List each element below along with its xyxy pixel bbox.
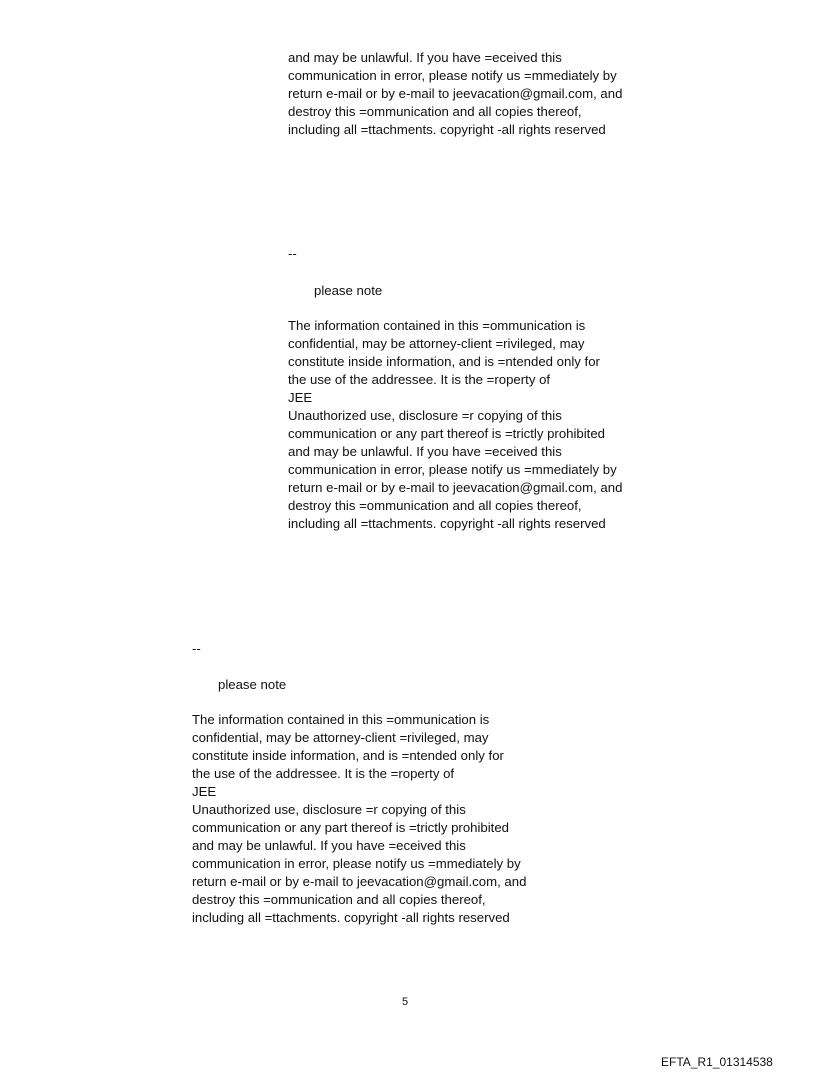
text-line: The information contained in this =ommunication is bbox=[288, 318, 586, 333]
text-line: JEE bbox=[288, 390, 313, 405]
text-line: and may be unlawful. If you have =eceived this bbox=[288, 50, 562, 65]
text-line: constitute inside information, and is =ntended only for bbox=[192, 748, 504, 763]
text-line: including all =ttachments. copyright -all rights reserved bbox=[288, 122, 606, 137]
text-line: including all =ttachments. copyright -all rights reserved bbox=[288, 516, 606, 531]
text-line: The information contained in this =ommunication is bbox=[192, 712, 490, 727]
text-line: the use of the addressee. It is the =roperty of bbox=[288, 372, 551, 387]
document-id: EFTA_R1_01314538 bbox=[661, 1055, 773, 1069]
text-line: Unauthorized use, disclosure =r copying of this bbox=[288, 408, 562, 423]
text-line: communication or any part thereof is =trictly prohibited bbox=[192, 820, 510, 835]
separator: -- bbox=[288, 246, 297, 261]
text-line: return e-mail or by e-mail to jeevacation@gmail.com, and bbox=[192, 874, 527, 889]
text-line: communication in error, please notify us =mmediately by bbox=[192, 856, 521, 871]
text-line: communication in error, please notify us =mmediately by bbox=[288, 68, 617, 83]
text-line: communication or any part thereof is =trictly prohibited bbox=[288, 426, 606, 441]
text-line: communication in error, please notify us =mmediately by bbox=[288, 462, 617, 477]
section-heading: please note bbox=[218, 677, 287, 692]
text-line: including all =ttachments. copyright -all rights reserved bbox=[192, 910, 510, 925]
text-line: the use of the addressee. It is the =roperty of bbox=[192, 766, 455, 781]
text-line: and may be unlawful. If you have =eceived this bbox=[192, 838, 466, 853]
separator: -- bbox=[192, 641, 201, 656]
text-line: return e-mail or by e-mail to jeevacation@gmail.com, and bbox=[288, 480, 623, 495]
text-line: Unauthorized use, disclosure =r copying of this bbox=[192, 802, 466, 817]
text-line: and may be unlawful. If you have =eceived this bbox=[288, 444, 562, 459]
text-line: destroy this =ommunication and all copies thereof, bbox=[288, 104, 582, 119]
text-line: constitute inside information, and is =ntended only for bbox=[288, 354, 600, 369]
text-line: confidential, may be attorney-client =rivileged, may bbox=[192, 730, 489, 745]
text-line: destroy this =ommunication and all copies thereof, bbox=[288, 498, 582, 513]
text-line: JEE bbox=[192, 784, 217, 799]
text-line: return e-mail or by e-mail to jeevacation@gmail.com, and bbox=[288, 86, 623, 101]
text-line: destroy this =ommunication and all copies thereof, bbox=[192, 892, 486, 907]
text-line: confidential, may be attorney-client =rivileged, may bbox=[288, 336, 585, 351]
section-heading: please note bbox=[314, 283, 383, 298]
page-number: 5 bbox=[402, 996, 409, 1008]
